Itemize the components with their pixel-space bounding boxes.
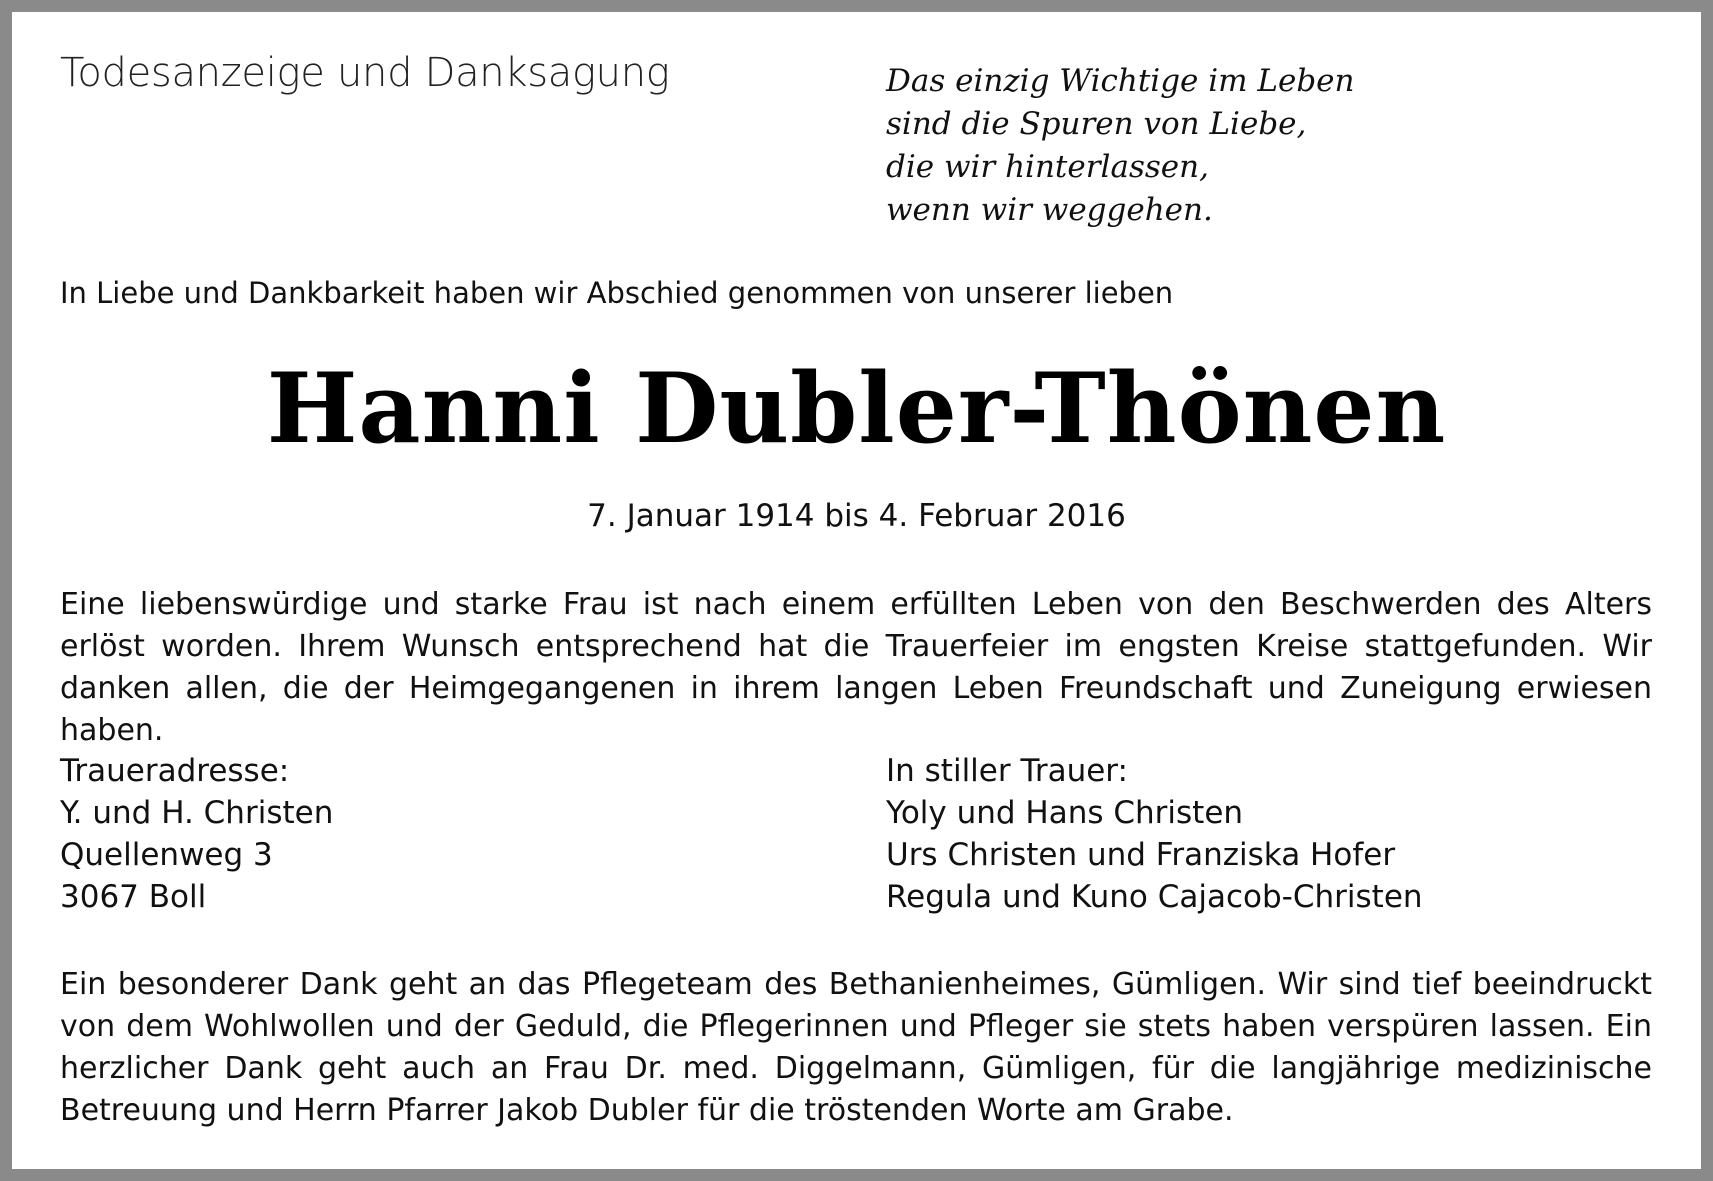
obituary-card: [12, 12, 1701, 1169]
life-dates: 7. Januar 1914 bis 4. Februar 2016: [587, 498, 1126, 534]
mourner-name: Yoly und Hans Christen: [886, 795, 1244, 831]
mourner-name: Regula und Kuno Cajacob-Christen: [886, 879, 1423, 915]
address-line: Y. und H. Christen: [60, 795, 334, 831]
mourners-label: In stiller Trauer:: [886, 753, 1128, 789]
quote-block: [886, 60, 1355, 232]
quote-line: sind die Spuren von Liebe,: [886, 106, 1307, 142]
intro-text: In Liebe und Dankbarkeit haben wir Abschied genommen von unserer lieben: [60, 276, 1174, 310]
address-line: Quellenweg 3: [60, 837, 273, 873]
mourners-list: [886, 750, 1423, 918]
deceased-name: Hanni Dubler-Thönen: [266, 352, 1447, 465]
quote-line: die wir hinterlassen,: [886, 149, 1209, 185]
mourner-name: Urs Christen und Franziska Hofer: [886, 837, 1396, 873]
obituary-paragraph: Eine liebenswürdige und starke Frau ist nach einem erfüllten Leben von den Beschwerden des Alters erlöst worden. Ihrem Wunsch entsprechend hat die Trauerfeier im engsten Kreise stattgefunden. Wir danken allen, die der Heimgegangenen in ihrem langen Leben Freundschaft und Zuneigung erwiesen haben.: [60, 587, 1652, 748]
address-label: Traueradresse:: [60, 753, 290, 789]
header-title: Todesanzeige und Danksagung: [60, 50, 670, 96]
quote-line: Das einzig Wichtige im Leben: [886, 63, 1355, 99]
address-line: 3067 Boll: [60, 879, 207, 915]
thanks-paragraph: Ein besonderer Dank geht an das Pflegeteam des Bethanienheimes, Gümligen. Wir sind tief beeindruckt von dem Wohlwollen und der Geduld, die Pflegerinnen und Pfleger sie stets haben verspüren lassen. Ein herzlicher Dank geht auch an Frau Dr. med. Diggelmann, Gümligen, für die langjährige medizinische Betreuung und Herrn Pfarrer Jakob Dubler für die tröstenden Worte am Grabe.: [60, 967, 1652, 1128]
mourning-address: [60, 750, 333, 918]
quote-line: wenn wir weggehen.: [886, 192, 1213, 228]
